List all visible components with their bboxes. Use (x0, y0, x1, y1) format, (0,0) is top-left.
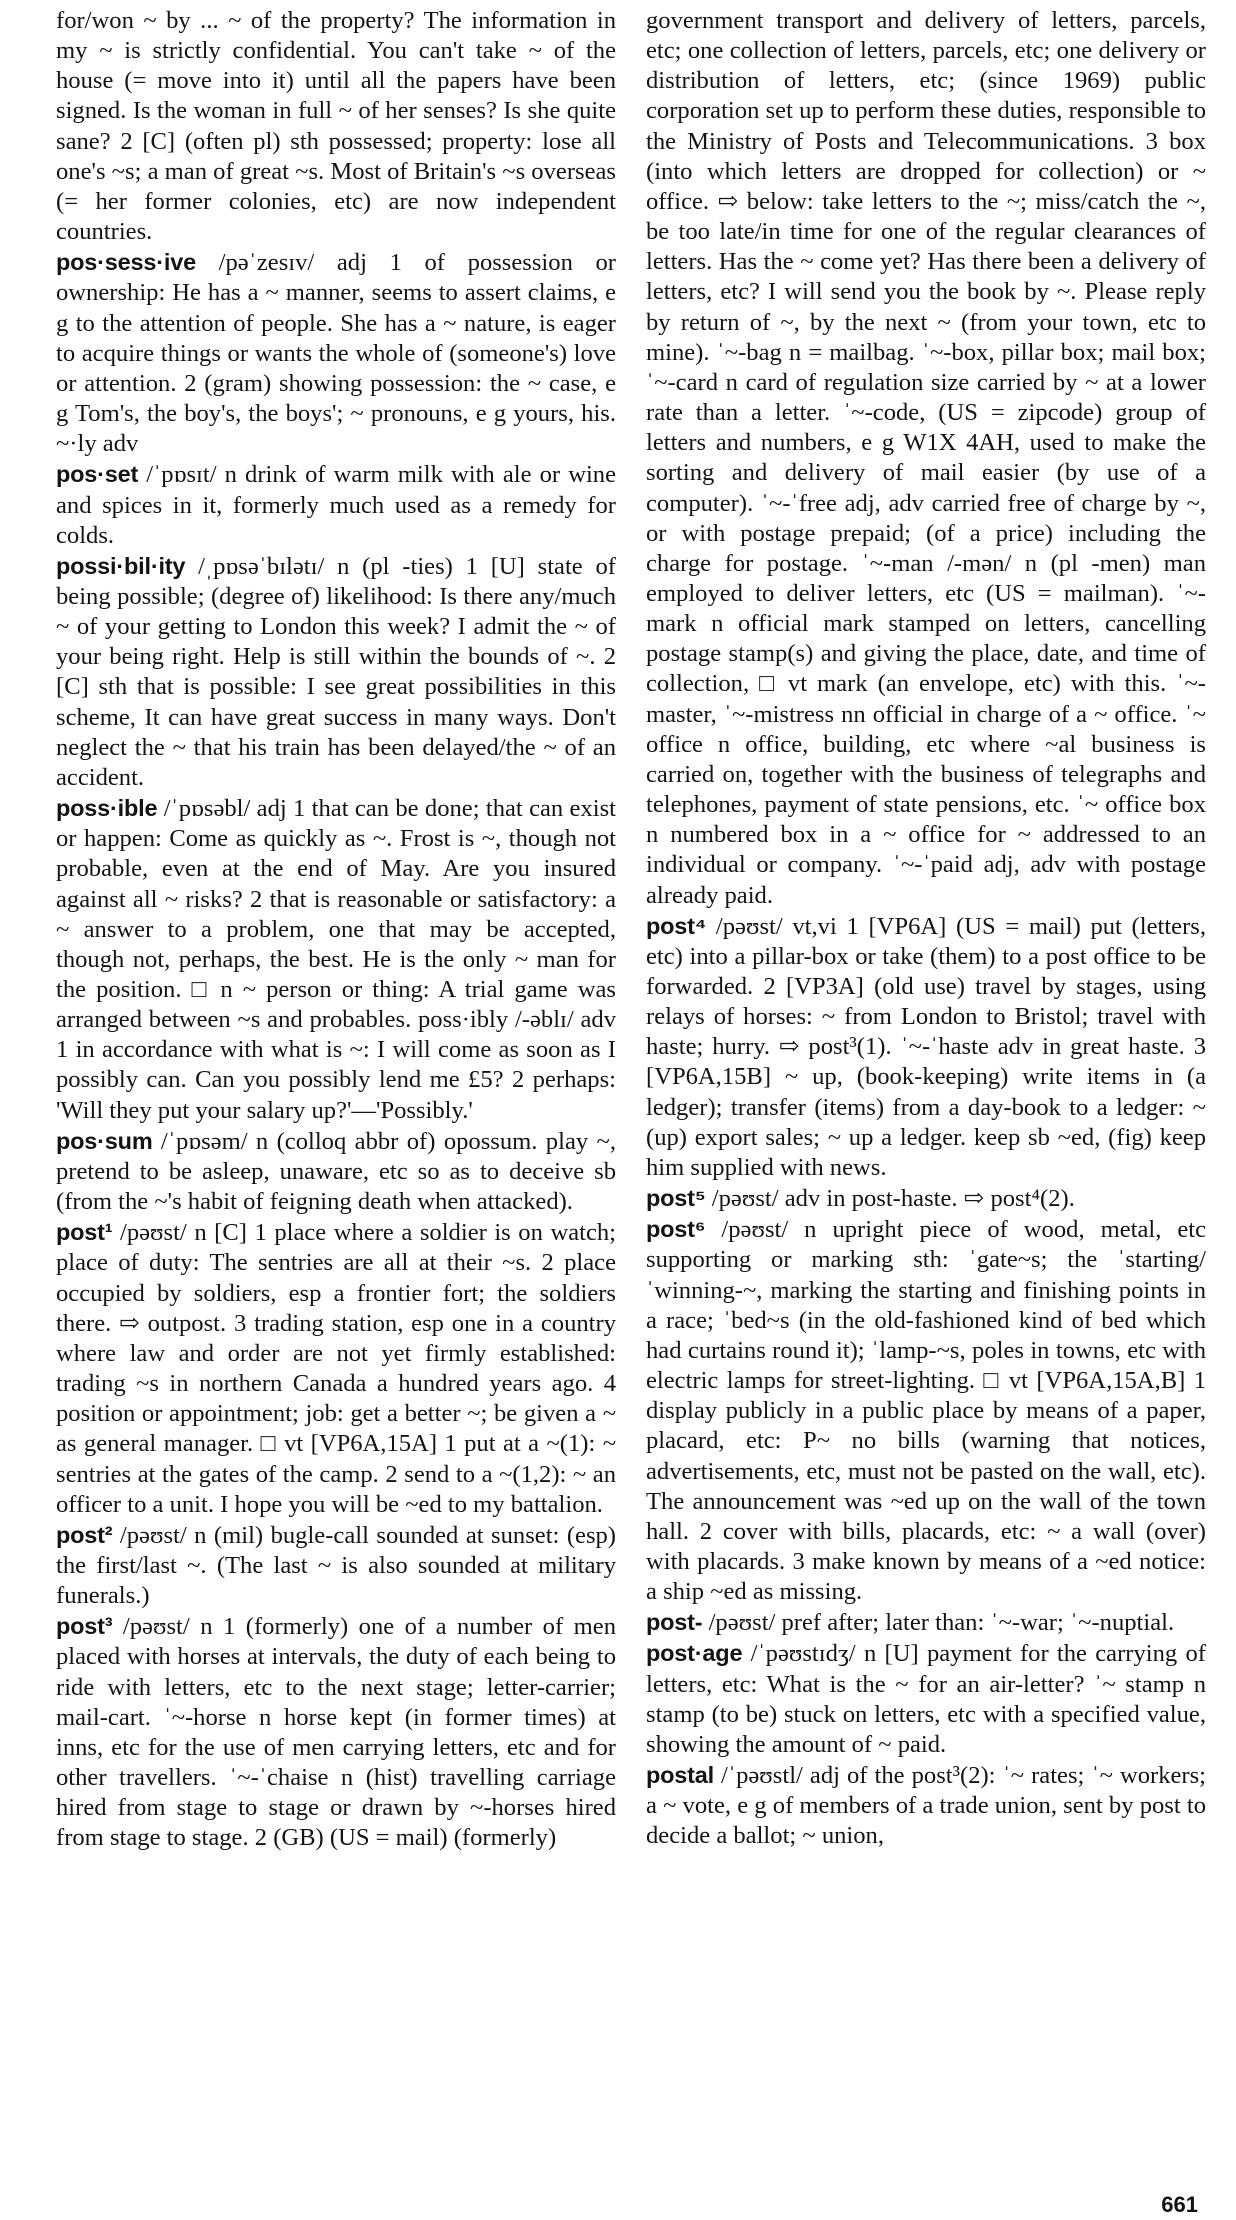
entry-text: /pəʊst/ n 1 (formerly) one of a number of men placed with horses at intervals, the duty of each being to ride with letters, etc to the next stage; letter-carrier; mail-cart. ˈ~-horse n horse kept (in former times) at inns, etc for the use of men carrying letters, etc and for other travellers. ˈ~-ˈchaise n (hist) travelling carriage hired from stage to stage or drawn by ~-horses hired from stage to stage. 2 (GB) (US = mail) (formerly) (56, 1613, 616, 1852)
entry-text: /ˈpəʊstl/ adj of the post³(2): ˈ~ rates; ˈ~ workers; a ~ vote, e g of members of a trade union, sent by post to decide a ballot; ~ union, (646, 1762, 1206, 1850)
entry-post-2 (56, 1520, 616, 1611)
headword: pos·sess·ive (56, 249, 196, 276)
headword: pos·set (56, 461, 139, 488)
entry-postal (646, 1760, 1206, 1851)
entry-text: /ˈpəʊstɪdʒ/ n [U] payment for the carrying of letters, etc: What is the ~ for an air-letter? ˈ~ stamp n stamp (to be) stuck on letters, etc with a specified value, showing the amount of ~ paid. (646, 1640, 1206, 1758)
entry-text: /pəʊst/ n upright piece of wood, metal, etc supporting or marking sth: ˈgate~s; the ˈstarting/ˈwinning-~, marking the starting and finishing points in a race; ˈbed~s (in the old-fashioned kind of bed which had curtains round it); ˈlamp-~s, poles in towns, etc with electric lamps for street-lighting. □ vt [VP6A,15A,B] 1 display publicly in a public place by means of a paper, placard, etc: P~ no bills (warning that notices, advertisements, etc, must not be pasted on the wall, etc). The announcement was ~ed up on the wall of the town hall. 2 cover with bills, placards, etc: ~ a wall (over) with placards. 3 make known by means of a ~ed notice: a ship ~ed as missing. (646, 1216, 1206, 1606)
headword: post⁶ (646, 1216, 706, 1243)
headword: post³ (56, 1613, 113, 1640)
entry-post-5 (646, 1183, 1206, 1214)
entry-text: /pəʊst/ adv in post-haste. ⇨ post⁴(2). (705, 1185, 1075, 1213)
entry-text: /pəʊst/ n [C] 1 place where a soldier is on watch; place of duty: The sentries are all at their ~s. 2 place occupied by soldiers, esp a frontier fort; the soldiers there. ⇨ outpost. 3 trading station, esp one in a country where law and order are not yet firmly established: trading ~s in northern Canada a hundred years ago. 4 position or appointment; job: get a better ~; be given a ~ as general manager. □ vt [VP6A,15A] 1 put at a ~(1): ~ sentries at the gates of the camp. 2 send to a ~(1,2): ~ an officer to a unit. I hope you will be ~ed to my battalion. (56, 1219, 616, 1518)
headword: pos·sum (56, 1127, 153, 1154)
entry-post-1 (56, 1217, 616, 1520)
entry-post-6 (646, 1214, 1206, 1607)
entry-possibility (56, 551, 616, 793)
entry-possession-continued (56, 6, 616, 247)
entry-text: for/won ~ by ... ~ of the property? The information in my ~ is strictly confidential. You can't take ~ of the house (= move into it) until all the papers have been signed. Is the woman in full ~ of her senses? Is she quite sane? 2 [C] (often pl) sth possessed; property: lose all one's ~s; a man of great ~s. Most of Britain's ~s overseas (= her former colonies, etc) are now independent countries. (56, 7, 616, 246)
entry-text: /pəʊst/ n (mil) bugle-call sounded at sunset: (esp) the first/last ~. (The last ~ is also sounded at military funerals.) (56, 1521, 616, 1610)
entry-postage (646, 1638, 1206, 1760)
page-number: 661 (1161, 2192, 1198, 2217)
headword: possi·bil·ity (56, 552, 186, 579)
headword: post·age (646, 1640, 743, 1667)
entry-possible (56, 793, 616, 1126)
entry-post-prefix (646, 1607, 1206, 1638)
headword: postal (646, 1762, 715, 1789)
right-column (646, 6, 1206, 1852)
entry-text: /pəʊst/ vt,vi 1 [VP6A] (US = mail) put (letters, etc) into a pillar-box or take (them) to a post office to be forwarded. 2 [VP3A] (old use) travel by stages, using relays of horses: ~ from London to Bristol; travel with haste; hurry. ⇨ post³(1). ˈ~-ˈhaste adv in great haste. 3 [VP6A,15B] ~ up, (book-keeping) write items in (a ledger); transfer (items) from a day-book to a ledger: ~ (up) export sales; ~ up a ledger. keep sb ~ed, (fig) keep him supplied with news. (646, 912, 1206, 1181)
entry-text: /ˌpɒsəˈbɪlətɪ/ n (pl -ties) 1 [U] state of being possible; (degree of) likelihood: Is there any/much ~ of your getting to London this week? I admit the ~ of your being right. Help is still within the bounds of ~. 2 [C] sth that is possible: I see great possibilities in this scheme, It can have great success in many ways. Don't neglect the ~ that his train has been delayed/the ~ of an accident. (56, 552, 616, 791)
entry-text: /pəʊst/ pref after; later than: ˈ~-war; ˈ~-nuptial. (702, 1609, 1175, 1637)
entry-possessive (56, 247, 616, 459)
entry-text: /ˈpɒsɪt/ n drink of warm milk with ale or wine and spices in it, formerly much used as a remedy for colds. (56, 461, 616, 549)
headword: post⁵ (646, 1185, 706, 1212)
entry-text: /ˈpɒsəm/ n (colloq abbr of) opossum. play ~, pretend to be asleep, unaware, etc so as to deceive sb (from the ~'s habit of feigning death when attacked). (56, 1127, 616, 1216)
left-column (56, 6, 616, 1854)
entry-text: government transport and delivery of letters, parcels, etc; one collection of letters, parcels, etc; one delivery or distribution of letters, etc; (since 1969) public corporation set up to perform these duties, responsible to the Ministry of Posts and Telecommunications. 3 box (into which letters are dropped for collection) or ~ office. ⇨ below: take letters to the ~; miss/catch the ~, be too late/in time for one of the regular clearances of letters. Has the ~ come yet? Has there been a delivery of letters, etc? I will send you the book by ~. Please reply by return of ~, by the next ~ (from your town, etc to mine). ˈ~-bag n = mailbag. ˈ~-box, pillar box; mail box; ˈ~-card n card of regulation size carried by ~ at a lower rate than a letter. ˈ~-code, (US = zipcode) group of letters and numbers, e g W1X 4AH, used to make the sorting and delivery of mail easier (by use of a computer). ˈ~-ˈfree adj, adv carried free of charge by ~, or with postage prepaid; (of a price) including the charge for postage. ˈ~-man /-mən/ n (pl -men) man employed to deliver letters, etc (US = mailman). ˈ~-mark n official mark stamped on letters, cancelling postage stamp(s) and giving the place, date, and time of collection, □ vt mark (an envelope, etc) with this. ˈ~-master, ˈ~-mistress nn official in charge of a ~ office. ˈ~ office n office, building, etc where ~al business is carried on, together with the business of telegraphs and telephones, payment of state pensions, etc. ˈ~ office box n numbered box in a ~ office for ~ addressed to an individual or company. ˈ~-ˈpaid adj, adv with postage already paid. (646, 7, 1206, 909)
entry-posset (56, 459, 616, 550)
entry-possum (56, 1126, 616, 1217)
headword: poss·ible (56, 795, 158, 822)
entry-text: /ˈpɒsəbl/ adj 1 that can be done; that can exist or happen: Come as quickly as ~. Frost is ~, though not probable, even at the end of May. Are you insured against all ~ risks? 2 that is reasonable or satisfactory: a ~ answer to a problem, one that may be accepted, though not, perhaps, the best. He is the only ~ man for the position. □ n ~ person or thing: A trial game was arranged between ~s and probables. poss·ibly /-əblɪ/ adv 1 in accordance with what is ~: I will come as soon as I possibly can. Can you possibly lend me £5? 2 perhaps: 'Will they put your salary up?'—'Possibly.' (56, 795, 616, 1124)
entry-post-3 (56, 1611, 616, 1853)
entry-post-4 (646, 911, 1206, 1183)
entry-post-3-continued (646, 6, 1206, 911)
headword: post¹ (56, 1219, 113, 1246)
headword: post² (56, 1521, 113, 1548)
headword: post- (646, 1609, 703, 1636)
headword: post⁴ (646, 912, 707, 939)
entry-text: /pəˈzesɪv/ adj 1 of possession or ownership: He has a ~ manner, seems to assert claims, e g to the attention of people. She has a ~ nature, is eager to acquire things or wants the whole of (someone's) love or attention. 2 (gram) showing possession: the ~ case, e g Tom's, the boy's, the boys'; ~ pronouns, e g yours, his. ~·ly adv (56, 249, 616, 458)
